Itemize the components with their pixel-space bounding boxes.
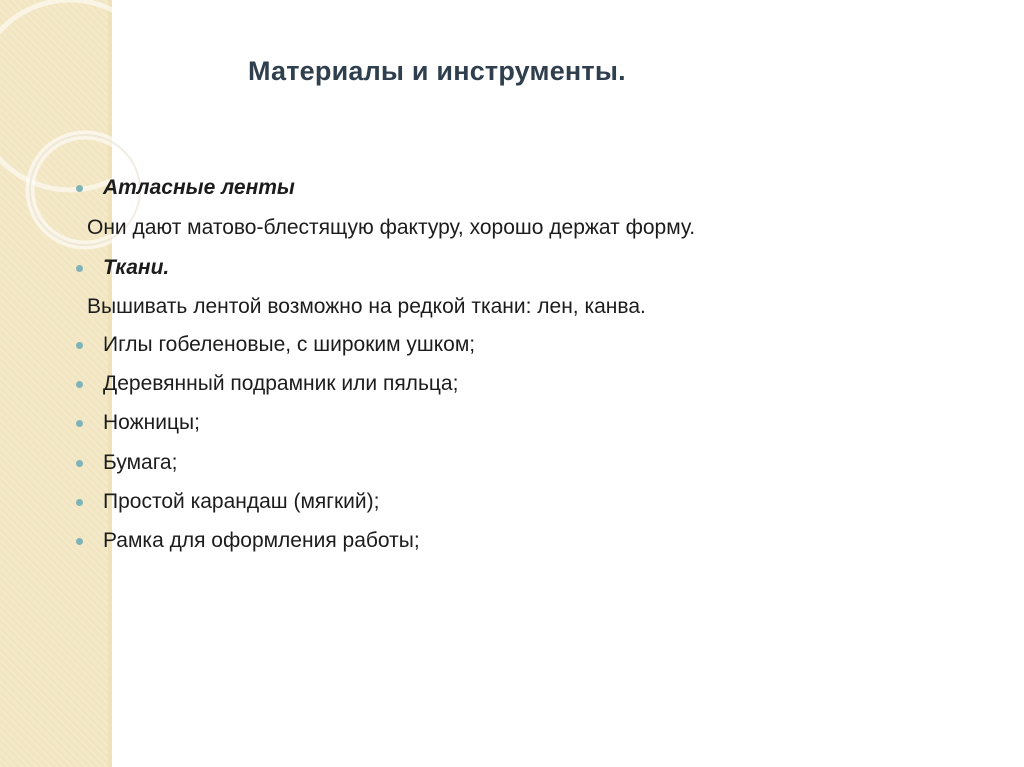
list-item-text: Ножницы; — [103, 411, 200, 434]
list-item-scissors — [103, 410, 200, 436]
bullet-dot-icon — [76, 538, 83, 545]
list-item-text: Атласные ленты — [103, 176, 295, 199]
list-item-picture-frame — [103, 528, 420, 554]
list-item-needles — [103, 332, 475, 358]
list-item-text: Деревянный подрамник или пяльца; — [103, 372, 459, 395]
list-item-satin-ribbons — [103, 175, 295, 201]
list-item-text: Они дают матово-блестящую фактуру, хорошо держат форму. — [87, 216, 696, 239]
list-item-text: Вышивать лентой возможно на редкой ткани: лен, канва. — [87, 295, 646, 318]
bullet-dot-icon — [76, 460, 83, 467]
list-item-fabrics — [103, 255, 169, 281]
bullet-dot-icon — [76, 499, 83, 506]
slide-title: Материалы и инструменты. — [248, 56, 626, 86]
list-item-text: Ткани. — [103, 256, 170, 279]
list-item-frame — [103, 371, 458, 397]
bullet-dot-icon — [76, 342, 83, 349]
bullet-dot-icon — [76, 381, 83, 388]
bullet-dot-icon — [76, 265, 83, 272]
list-item-fabrics-description — [87, 294, 646, 320]
list-item-text: Рамка для оформления работы; — [103, 529, 420, 552]
bullet-dot-icon — [76, 420, 83, 427]
list-item-text: Иглы гобеленовые, с широким ушком; — [103, 333, 476, 356]
list-item-text: Бумага; — [103, 451, 178, 474]
list-item-text: Простой карандаш (мягкий); — [103, 490, 380, 513]
list-item-ribbons-description — [87, 215, 695, 241]
list-item-pencil — [103, 489, 379, 515]
bullet-dot-icon — [76, 185, 83, 192]
list-item-paper — [103, 450, 177, 476]
